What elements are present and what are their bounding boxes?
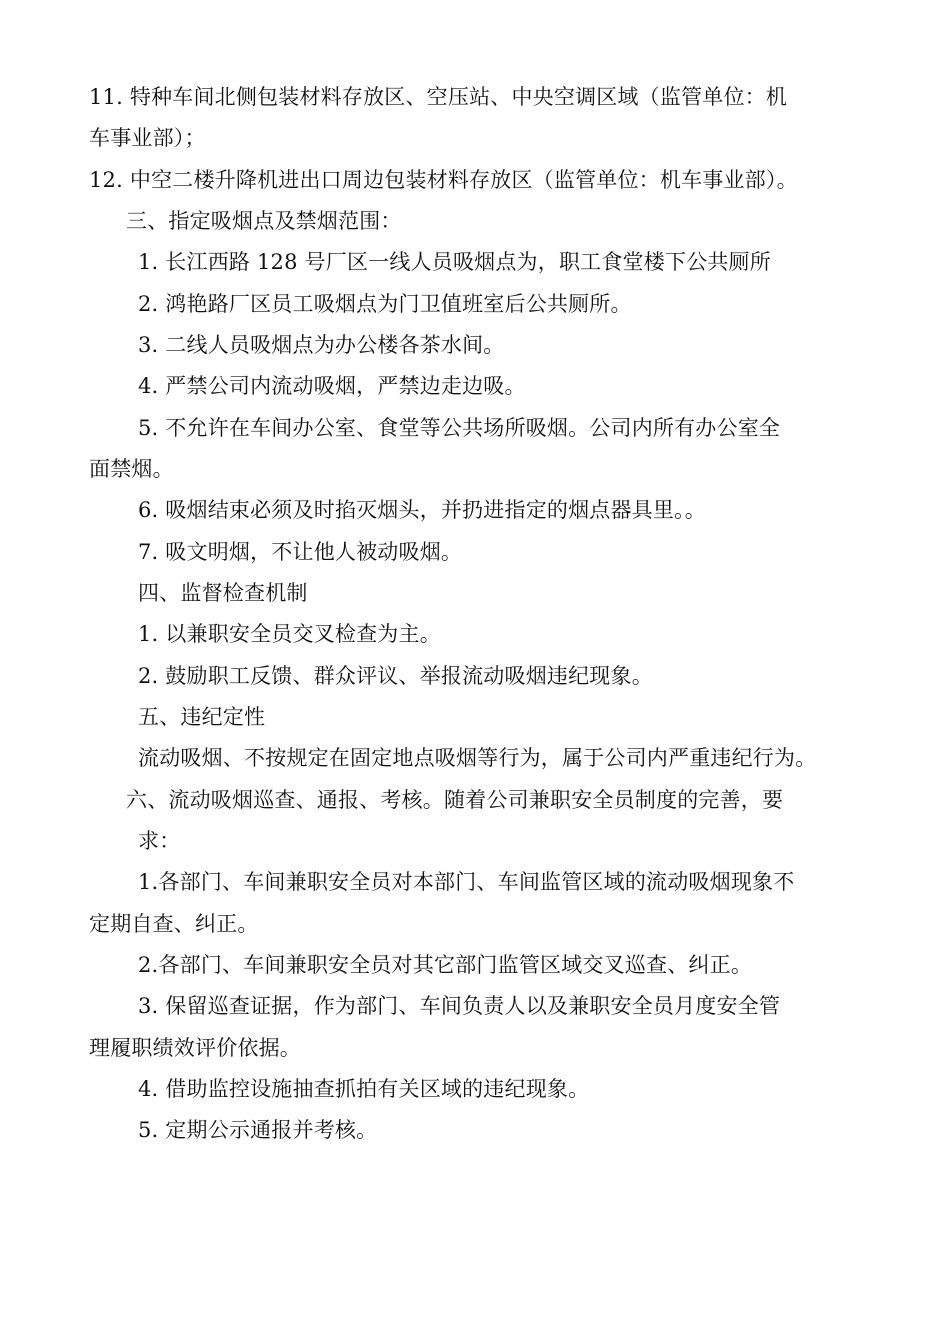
- text-line: 面禁烟。: [89, 457, 174, 481]
- text-line: 5. 不允许在车间办公室、食堂等公共场所吸烟。公司内所有办公室全: [138, 416, 781, 440]
- text-line: 5. 定期公示通报并考核。: [138, 1118, 378, 1142]
- text-line: 7. 吸文明烟，不让他人被动吸烟。: [138, 540, 463, 564]
- text-line: 4. 借助监控设施抽查抓拍有关区域的违纪现象。: [138, 1077, 590, 1101]
- text-line: 2. 鸿艳路厂区员工吸烟点为门卫值班室后公共厕所。: [138, 292, 632, 316]
- section-heading: 六、流动吸烟巡查、通报、考核。随着公司兼职安全员制度的完善，要: [126, 788, 784, 812]
- text-line: 理履职绩效评价依据。: [89, 1036, 301, 1060]
- section-heading: 四、监督检查机制: [138, 581, 308, 605]
- text-line: 6. 吸烟结束必须及时掐灭烟头，并扔进指定的烟点器具里。。: [138, 498, 707, 522]
- text-line: 4. 严禁公司内流动吸烟，严禁边走边吸。: [138, 374, 526, 398]
- text-line: 流动吸烟、不按规定在固定地点吸烟等行为，属于公司内严重违纪行为。: [138, 746, 817, 770]
- text-line: 2. 鼓励职工反馈、群众评议、举报流动吸烟违纪现象。: [138, 664, 653, 688]
- section-heading: 三、指定吸烟点及禁烟范围：: [126, 209, 402, 233]
- text-line: 定期自查、纠正。: [89, 912, 259, 936]
- text-line: 1. 以兼职安全员交叉检查为主。: [138, 622, 441, 646]
- section-heading: 五、违纪定性: [138, 705, 266, 729]
- text-line: 2.各部门、车间兼职安全员对其它部门监管区域交叉巡查、纠正。: [138, 953, 753, 977]
- text-line: 3. 二线人员吸烟点为办公楼各茶水间。: [138, 333, 505, 357]
- text-line: 车事业部）；: [89, 126, 206, 150]
- text-line: 1.各部门、车间兼职安全员对本部门、车间监管区域的流动吸烟现象不: [138, 870, 795, 894]
- text-line: 12. 中空二楼升降机进出口周边包装材料存放区（监管单位：机车事业部）。: [89, 168, 798, 192]
- text-line: 1. 长江西路 128 号厂区一线人员吸烟点为，职工食堂楼下公共厕所: [138, 250, 771, 274]
- text-line: 求：: [138, 829, 181, 853]
- text-line: 11. 特种车间北侧包装材料存放区、空压站、中央空调区域（监管单位：机: [89, 85, 788, 109]
- text-line: 3. 保留巡查证据，作为部门、车间负责人以及兼职安全员月度安全管: [138, 994, 781, 1018]
